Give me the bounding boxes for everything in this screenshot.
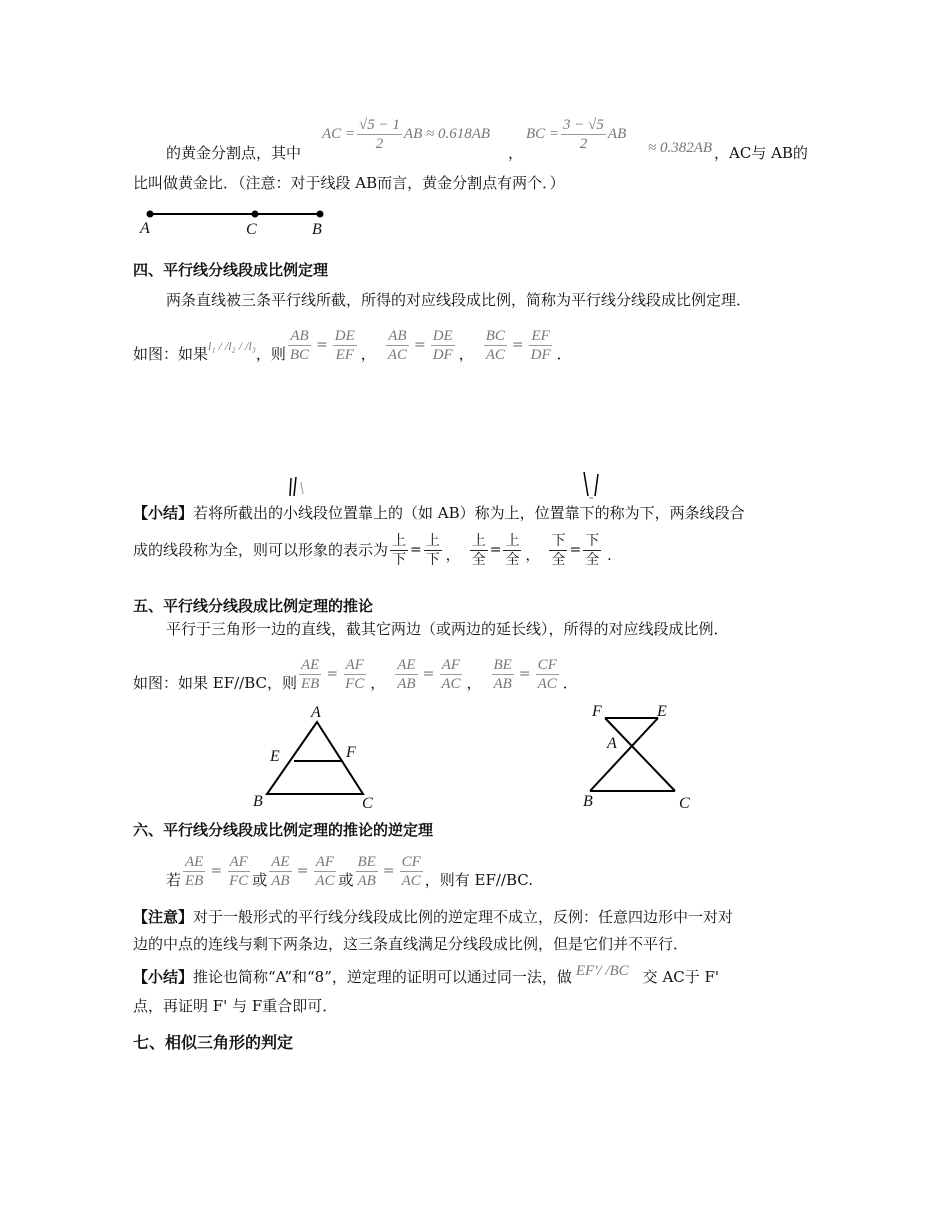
- summary2-line2: 点，再证明 F' 与 F重合即可．: [133, 997, 338, 1015]
- label-f: F: [346, 744, 356, 761]
- ac-lhs: AC =: [322, 126, 356, 142]
- num: 上: [471, 532, 486, 549]
- den: AC: [401, 872, 421, 889]
- equals: =: [326, 666, 339, 682]
- den: EF: [335, 346, 354, 363]
- sec4-heading: 四、平行线分线段成比例定理: [133, 261, 329, 279]
- golden-line2: 比叫做黄金比．（注意：对于线段 AB而言，黄金分割点有两个．）: [133, 174, 565, 192]
- num: AE: [301, 656, 320, 673]
- bc-approx: ≈ 0.382AB: [648, 140, 713, 156]
- point-b: [317, 211, 324, 218]
- label-a: A: [311, 704, 321, 721]
- den: AC: [485, 346, 505, 363]
- equals: =: [422, 666, 435, 682]
- sec5-if: 如图：如果 EF//BC，则: [133, 674, 298, 692]
- sec7-heading: 七、相似三角形的判定: [133, 1033, 294, 1052]
- den: FC: [229, 872, 249, 889]
- num: AF: [345, 656, 364, 673]
- den: 全: [471, 551, 486, 568]
- den: 下: [425, 551, 440, 568]
- ac-num: √5 − 1: [359, 117, 400, 133]
- point-a: [147, 211, 154, 218]
- sec5-formula-line: [133, 646, 578, 702]
- end: ．: [556, 345, 572, 363]
- label-b: B: [312, 221, 322, 238]
- sec4-body: 两条直线被三条平行线所截，所得的对应线段成比例，简称为平行线分线段成比例定理．: [166, 291, 752, 309]
- sec5-f1-right: [343, 656, 366, 693]
- sep: ，: [458, 345, 474, 363]
- sec4-f2-left: [386, 327, 409, 364]
- note-tag: 【注意】: [133, 908, 194, 926]
- den: BC: [289, 346, 310, 363]
- den: DF: [530, 346, 551, 363]
- sep: ，: [466, 674, 482, 692]
- equals: =: [511, 337, 524, 353]
- ratio3-right: [583, 532, 601, 569]
- summary2-line1: [133, 963, 720, 987]
- den: AC: [315, 872, 335, 889]
- summary2-formula: EF'/ /BC: [575, 963, 629, 979]
- num: AF: [229, 853, 248, 870]
- num: AF: [441, 656, 461, 673]
- num: 下: [551, 532, 566, 549]
- den: 下: [392, 551, 407, 568]
- segment-fc: [605, 718, 675, 791]
- den: AC: [387, 346, 407, 363]
- golden-segment-diagram: [130, 200, 350, 240]
- end: ．: [562, 674, 578, 692]
- num: BE: [493, 656, 512, 673]
- equals: =: [518, 666, 531, 682]
- label-b: B: [583, 793, 593, 810]
- equals: =: [413, 337, 426, 353]
- summary2-text1c: 交 AC于 F': [642, 968, 720, 986]
- ac-rhs: AB ≈ 0.618AB: [403, 126, 491, 142]
- num: AE: [397, 656, 416, 673]
- num: AB: [388, 327, 407, 344]
- sec4-then: ，则: [255, 345, 286, 363]
- sec4-f3-right: [529, 327, 553, 364]
- sec6-f1-left: [183, 853, 205, 890]
- segment-eb: [590, 718, 658, 791]
- sec4-f1-left: [288, 327, 311, 364]
- sec6-f3-right: [400, 853, 423, 890]
- point-c: [252, 211, 259, 218]
- summary2-text1a: 推论也简称“A”和“8”，逆定理的证明可以通过同一法，做: [193, 968, 572, 986]
- equals: =: [489, 542, 502, 558]
- sec6-heading: 六、平行线分线段成比例定理的推论的逆定理: [133, 821, 434, 839]
- bc-num: 3 − √5: [563, 117, 604, 133]
- num: AE: [271, 853, 290, 870]
- equals: =: [296, 863, 309, 879]
- summary2-tag: 【小结】: [133, 968, 194, 986]
- label-e: E: [270, 748, 280, 765]
- den: DF: [432, 346, 453, 363]
- ac-den: 2: [375, 136, 384, 152]
- ac-fraction: [357, 116, 402, 153]
- ratio1-left: [390, 532, 408, 569]
- sec5-body: 平行于三角形一边的直线，截其它两边（或两边的延长线），所得的对应线段成比例．: [166, 620, 729, 638]
- num: EF: [531, 327, 550, 344]
- chinese-ratios: [388, 532, 621, 569]
- label-c: C: [679, 795, 690, 812]
- summary1-line1: [133, 503, 745, 523]
- label-b: B: [253, 793, 263, 810]
- note-line2: 边的中点的连线与剩下两条边，这三条直线满足分线段成比例，但是它们并不平行．: [133, 935, 689, 953]
- num: DE: [334, 327, 355, 344]
- sec4-formula-line: [133, 316, 572, 374]
- triangle-figure-a: [245, 700, 385, 812]
- sec6-f3-left: [356, 853, 378, 890]
- label-a: A: [140, 220, 150, 237]
- sec6-f2-right: [313, 853, 336, 890]
- sep: ，: [525, 548, 540, 564]
- label-c: C: [362, 795, 373, 812]
- sec4-parallel: l₁ / /l₂ / /l₃: [208, 338, 256, 353]
- sep: ，: [360, 345, 376, 363]
- ratio3-left: [549, 532, 567, 569]
- sec5-f3-left: [492, 656, 514, 693]
- num: AE: [185, 853, 204, 870]
- den: EB: [185, 872, 204, 889]
- golden-intro: 的黄金分割点，其中: [166, 144, 302, 162]
- sec6-if: 若: [166, 871, 182, 889]
- ratio2-right: [503, 532, 521, 569]
- den: AB: [493, 675, 512, 692]
- golden-comma: ，: [508, 144, 524, 162]
- den: AC: [537, 675, 557, 692]
- sec5-heading: 五、平行线分线段成比例定理的推论: [133, 597, 374, 615]
- equals: =: [316, 337, 328, 353]
- den: EB: [301, 675, 320, 692]
- den: AB: [357, 872, 376, 889]
- num: CF: [537, 656, 557, 673]
- num: 上: [505, 532, 520, 549]
- den: 全: [551, 551, 566, 568]
- sec6-formula-line: [166, 844, 533, 898]
- num: 下: [585, 532, 600, 549]
- summary1-text2: 成的线段称为全，则可以形象的表示为: [133, 541, 389, 559]
- sec5-f2-left: [395, 656, 417, 693]
- note-line1: [133, 907, 733, 927]
- equals: =: [410, 542, 422, 558]
- sep: ，: [370, 674, 386, 692]
- sec6-result: ，则有 EF//BC.: [424, 871, 533, 889]
- den: FC: [345, 675, 365, 692]
- golden-tail: ，AC与 AB的: [714, 144, 808, 162]
- figure-fragment-right: [578, 468, 608, 502]
- label-e: E: [657, 703, 667, 720]
- golden-bc-formula: [526, 116, 626, 153]
- sec4-f2-right: [431, 327, 455, 364]
- den: 全: [585, 551, 600, 568]
- label-c: C: [246, 221, 257, 238]
- summary1-line2: [133, 528, 621, 572]
- sec4-f1-right: [333, 327, 357, 364]
- sec6-f1-right: [227, 853, 250, 890]
- triangle-figure-8: [575, 700, 715, 812]
- summary1-text1: 若将所截出的小线段位置靠上的（如 AB）称为上，位置靠下的称为下，两条线段合: [193, 504, 745, 522]
- bc-den: 2: [579, 136, 588, 152]
- sec5-f3-right: [536, 656, 559, 693]
- sec5-f1-left: [299, 656, 321, 693]
- den: 全: [505, 551, 520, 568]
- num: CF: [401, 853, 421, 870]
- sec4-f3-left: [484, 327, 507, 364]
- label-a: A: [607, 735, 617, 752]
- end: ．: [607, 548, 622, 564]
- bc-ab: AB: [607, 126, 627, 142]
- ratio1-right: [424, 532, 442, 569]
- num: AF: [315, 853, 335, 870]
- den: AB: [397, 675, 416, 692]
- sep: ，: [445, 548, 460, 564]
- sec6-f2-left: [269, 853, 291, 890]
- sec5-f2-right: [439, 656, 462, 693]
- num: DE: [432, 327, 453, 344]
- figure-fragment-left: [283, 474, 313, 500]
- den: AC: [441, 675, 461, 692]
- num: BE: [357, 853, 376, 870]
- equals: =: [382, 863, 395, 879]
- den: AB: [271, 872, 290, 889]
- label-f: F: [592, 703, 602, 720]
- equals: =: [210, 863, 223, 879]
- num: BC: [485, 327, 505, 344]
- bc-lhs: BC =: [526, 126, 560, 142]
- or: 或: [252, 871, 268, 889]
- sec4-if: 如图：如果: [133, 345, 209, 363]
- or: 或: [338, 871, 354, 889]
- bc-fraction: [561, 116, 606, 153]
- golden-ac-formula: [322, 116, 490, 153]
- num: 上: [392, 532, 407, 549]
- note-text1: 对于一般形式的平行线分线段成比例的逆定理不成立，反例：任意四边形中一对对: [193, 908, 734, 926]
- equals: =: [569, 542, 582, 558]
- summary1-tag: 【小结】: [133, 504, 194, 522]
- num: 上: [425, 532, 440, 549]
- num: AB: [290, 327, 309, 344]
- ratio2-left: [470, 532, 488, 569]
